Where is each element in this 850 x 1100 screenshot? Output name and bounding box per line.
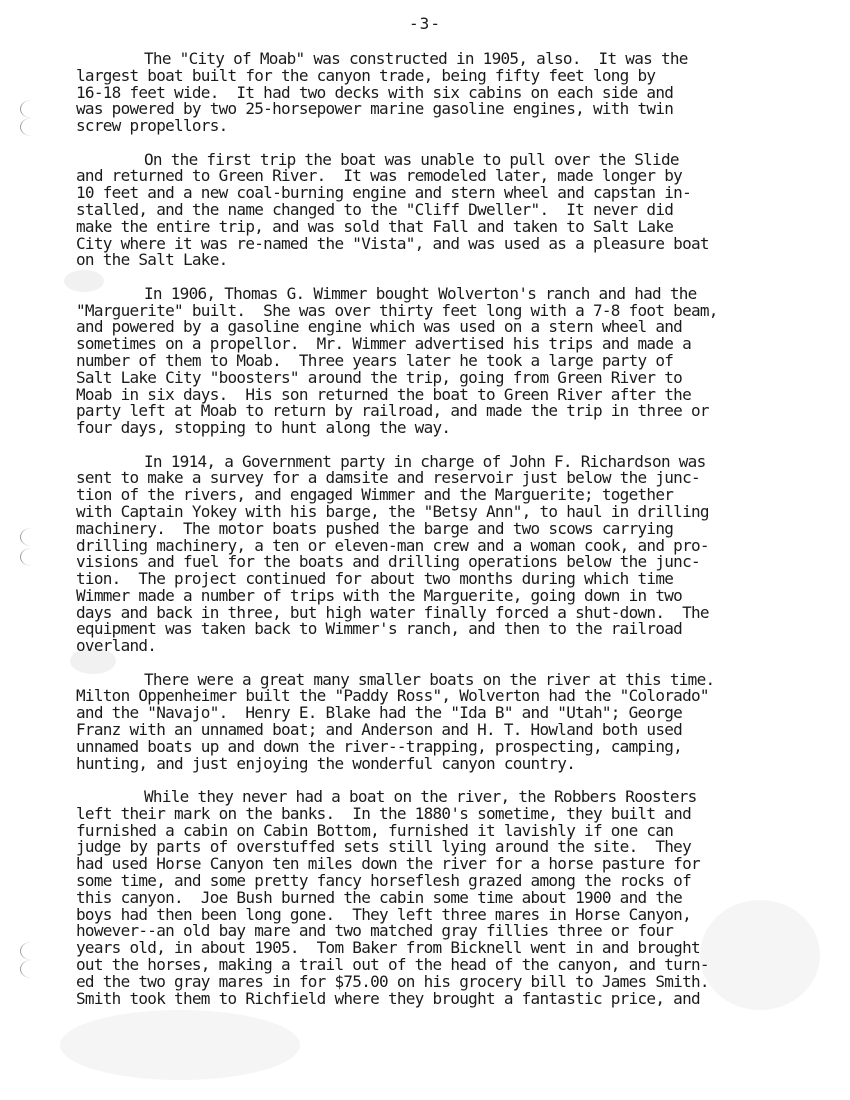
text-line: screw propellors. xyxy=(76,116,228,136)
text-line: tion. The project continued for about two months during which time xyxy=(76,569,674,589)
punch-hole-mark xyxy=(20,942,43,960)
text-line: City where it was re-named the "Vista", and was used as a pleasure boat xyxy=(76,233,709,253)
text-line: largest boat built for the canyon trade, being fifty feet long by xyxy=(76,65,656,85)
text-line: unnamed boats up and down the river--trapping, prospecting, camping, xyxy=(76,736,683,756)
text-line: In 1906, Thomas G. Wimmer bought Wolverton's ranch and had the xyxy=(144,283,697,303)
text-line: some time, and some pretty fancy horseflesh grazed among the rocks of xyxy=(76,871,691,891)
text-line: "Marguerite" built. She was over thirty feet long with a 7-8 foot beam, xyxy=(76,300,718,320)
text-line: party left at Moab to return by railroad, and made the trip in three or xyxy=(76,401,709,421)
text-line: The "City of Moab" was constructed in 1905, also. It was the xyxy=(144,49,688,68)
text-line: tion of the rivers, and engaged Wimmer and the Marguerite; together xyxy=(76,485,674,505)
text-line: hunting, and just enjoying the wonderful canyon country. xyxy=(76,753,576,773)
text-line: machinery. The motor boats pushed the barge and two scows carrying xyxy=(76,518,674,538)
text-line: and the "Navajo". Henry E. Blake had the "Ida B" and "Utah"; George xyxy=(76,703,683,723)
text-line: boys had then been long gone. They left three mares in Horse Canyon, xyxy=(76,904,691,924)
text-line: out the horses, making a trail out of the head of the canyon, and turn- xyxy=(76,955,709,975)
body-text xyxy=(76,51,816,1024)
text-line: stalled, and the name changed to the "Cliff Dweller". It never did xyxy=(76,199,674,219)
text-line: While they never had a boat on the river, the Robbers Roosters xyxy=(144,787,697,807)
punch-hole-mark xyxy=(20,118,43,136)
text-line: There were a great many smaller boats on the river at this time. xyxy=(144,669,715,689)
text-line: Milton Oppenheimer built the "Paddy Ross", Wolverton had the "Colorado" xyxy=(76,686,709,706)
paragraph xyxy=(76,283,816,438)
text-line: on the Salt Lake. xyxy=(76,250,228,270)
punch-hole-mark xyxy=(20,548,43,566)
text-line: In 1914, a Government party in charge of John F. Richardson was xyxy=(144,451,706,471)
text-line: with Captain Yokey with his barge, the "Betsy Ann", to haul in drilling xyxy=(76,501,709,521)
text-line: was powered by two 25-horsepower marine gasoline engines, with twin xyxy=(76,99,674,119)
paragraph xyxy=(76,149,816,270)
text-line: On the first trip the boat was unable to pull over the Slide xyxy=(144,149,679,169)
text-line: visions and fuel for the boats and drilling operations below the junc- xyxy=(76,552,700,572)
text-line: sometimes on a propellor. Mr. Wimmer advertised his trips and made a xyxy=(76,334,691,354)
page-number: -3- xyxy=(409,14,441,33)
text-line: years old, in about 1905. Tom Baker from Bicknell went in and brought xyxy=(76,938,700,958)
text-line: however--an old bay mare and two matched gray fillies three or four xyxy=(76,921,674,941)
paragraph xyxy=(76,451,816,656)
text-line: Moab in six days. His son returned the boat to Green River after the xyxy=(76,384,691,404)
text-line: this canyon. Joe Bush burned the cabin some time about 1900 and the xyxy=(76,887,683,907)
text-line: make the entire trip, and was sold that Fall and taken to Salt Lake xyxy=(76,216,674,236)
text-line: had used Horse Canyon ten miles down the river for a horse pasture for xyxy=(76,854,700,874)
text-line: left their mark on the banks. In the 1880's sometime, they built and xyxy=(76,803,691,823)
text-line: and returned to Green River. It was remodeled later, made longer by xyxy=(76,166,683,186)
text-line: and powered by a gasoline engine which was used on a stern wheel and xyxy=(76,317,683,337)
text-line: judge by parts of overstuffed sets still lying around the site. They xyxy=(76,837,691,857)
text-line: 10 feet and a new coal-burning engine and stern wheel and capstan in- xyxy=(76,183,691,203)
text-line: overland. xyxy=(76,636,157,656)
text-line: Salt Lake City "boosters" around the trip, going from Green River to xyxy=(76,367,683,387)
text-line: equipment was taken back to Wimmer's ranch, and then to the railroad xyxy=(76,619,683,639)
text-line: Smith took them to Richfield where they brought a fantastic price, and xyxy=(76,988,700,1008)
text-line: number of them to Moab. Three years later he took a large party of xyxy=(76,350,674,370)
text-line: 16-18 feet wide. It had two decks with six cabins on each side and xyxy=(76,82,674,102)
text-line: drilling machinery, a ten or eleven-man crew and a woman cook, and pro- xyxy=(76,535,709,555)
punch-hole-mark xyxy=(20,960,43,978)
punch-hole-mark xyxy=(20,528,43,546)
punch-hole-mark xyxy=(20,100,43,118)
paragraph xyxy=(76,669,816,773)
paragraph xyxy=(76,51,816,135)
text-line: days and back in three, but high water finally forced a shut-down. The xyxy=(76,602,709,622)
text-line: four days, stopping to hunt along the way. xyxy=(76,418,451,438)
text-line: furnished a cabin on Cabin Bottom, furnished it lavishly if one can xyxy=(76,820,674,840)
text-line: Wimmer made a number of trips with the Marguerite, going down in two xyxy=(76,585,683,605)
paragraph xyxy=(76,789,816,1007)
text-line: sent to make a survey for a damsite and reservoir just below the junc- xyxy=(76,468,700,488)
text-line: Franz with an unnamed boat; and Anderson and H. T. Howland both used xyxy=(76,720,683,740)
text-line: ed the two gray mares in for $75.00 on his grocery bill to James Smith. xyxy=(76,971,709,991)
